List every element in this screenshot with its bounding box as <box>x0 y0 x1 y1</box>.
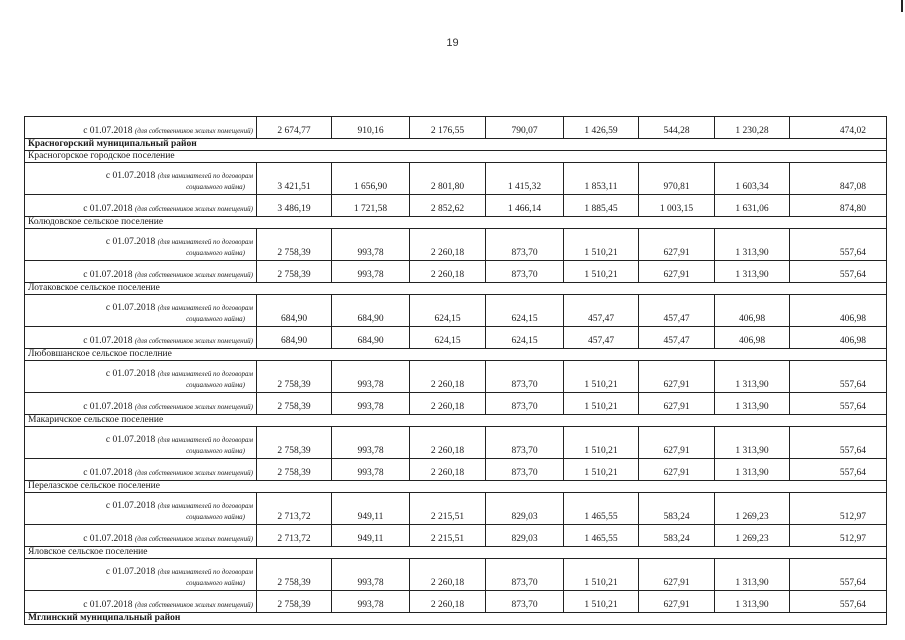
row-label-note: (для собственников жилых помещений) <box>134 601 253 609</box>
rate-cell: 1 656,90 <box>332 163 410 195</box>
rate-cell: 406,98 <box>790 327 887 349</box>
row-label-note: (для нанимателей по договорам <box>157 502 253 510</box>
rate-cell: 1 313,90 <box>715 427 790 459</box>
rate-cell: 624,15 <box>486 295 564 327</box>
rate-cell: 873,70 <box>486 393 564 415</box>
rate-cell: 1 510,21 <box>564 459 639 481</box>
row-label-date: с 01.07.2018 <box>105 501 156 511</box>
rate-cell: 1 313,90 <box>715 229 790 261</box>
tenants-rate-row <box>25 559 887 591</box>
rate-cell: 970,81 <box>639 163 715 195</box>
section-header-row <box>25 283 887 295</box>
row-label-date: с 01.07.2018 <box>83 270 133 280</box>
rate-cell: 1 313,90 <box>715 591 790 613</box>
tenants-rate-row <box>25 427 887 459</box>
row-label-date: с 01.07.2018 <box>83 336 133 346</box>
rate-cell: 544,28 <box>639 117 715 139</box>
rate-cell: 1 269,23 <box>715 493 790 525</box>
row-label <box>25 559 257 591</box>
row-label-note-line2: социального найма) <box>186 183 245 191</box>
row-label <box>25 163 257 195</box>
section-header-row <box>25 481 887 493</box>
row-label <box>25 117 257 139</box>
rate-cell: 627,91 <box>639 591 715 613</box>
tariff-table-body <box>25 117 887 625</box>
rate-cell: 993,78 <box>332 261 410 283</box>
rate-cell: 873,70 <box>486 459 564 481</box>
rate-cell: 2 260,18 <box>410 393 486 415</box>
row-label <box>25 393 257 415</box>
rate-cell: 3 486,19 <box>257 195 332 217</box>
rate-cell: 873,70 <box>486 559 564 591</box>
rate-cell: 790,07 <box>486 117 564 139</box>
section-header-row <box>25 151 887 163</box>
row-label <box>25 427 257 459</box>
section-header-row <box>25 415 887 427</box>
row-label-note: (для нанимателей по договорам <box>157 568 253 576</box>
row-label <box>25 591 257 613</box>
rate-cell: 847,08 <box>790 163 887 195</box>
rate-cell: 2 758,39 <box>257 591 332 613</box>
rate-cell: 993,78 <box>332 591 410 613</box>
rate-cell: 627,91 <box>639 361 715 393</box>
rate-cell: 457,47 <box>639 295 715 327</box>
rate-cell: 557,64 <box>790 427 887 459</box>
row-label-note: (для нанимателей по договорам <box>157 304 253 312</box>
district-heading: Мглинский муниципальный район <box>25 613 887 625</box>
rate-cell: 1 465,55 <box>564 525 639 547</box>
rate-cell: 2 176,55 <box>410 117 486 139</box>
settlement-heading: Перелазское сельское поселение <box>25 481 887 493</box>
rate-cell: 873,70 <box>486 591 564 613</box>
rate-cell: 684,90 <box>332 295 410 327</box>
rate-cell: 2 713,72 <box>257 525 332 547</box>
rate-cell: 1 003,15 <box>639 195 715 217</box>
rate-cell: 829,03 <box>486 525 564 547</box>
row-label-note-line2: социального найма) <box>186 579 245 587</box>
rate-cell: 583,24 <box>639 525 715 547</box>
section-header-row <box>25 217 887 229</box>
row-label-note: (для собственников жилых помещений) <box>134 271 253 279</box>
rate-cell: 1 465,55 <box>564 493 639 525</box>
rate-cell: 873,70 <box>486 229 564 261</box>
row-label-date: с 01.07.2018 <box>83 468 133 478</box>
owners-rate-row <box>25 525 887 547</box>
rate-cell: 557,64 <box>790 459 887 481</box>
rate-cell: 624,15 <box>410 327 486 349</box>
rate-cell: 557,64 <box>790 261 887 283</box>
row-label-note-line2: социального найма) <box>186 249 245 257</box>
row-label-note: (для нанимателей по договорам <box>157 370 253 378</box>
rate-cell: 829,03 <box>486 493 564 525</box>
rate-cell: 624,15 <box>486 327 564 349</box>
tenants-rate-row <box>25 361 887 393</box>
section-header-row <box>25 613 887 625</box>
rate-cell: 684,90 <box>257 327 332 349</box>
rate-cell: 684,90 <box>257 295 332 327</box>
rate-cell: 627,91 <box>639 427 715 459</box>
rate-cell: 1 510,21 <box>564 361 639 393</box>
rate-cell: 2 260,18 <box>410 427 486 459</box>
section-header-row <box>25 547 887 559</box>
rate-cell: 2 758,39 <box>257 427 332 459</box>
row-label <box>25 195 257 217</box>
rate-cell: 993,78 <box>332 559 410 591</box>
rate-cell: 874,80 <box>790 195 887 217</box>
row-label-note: (для собственников жилых помещений) <box>134 469 253 477</box>
rate-cell: 1 510,21 <box>564 261 639 283</box>
row-label <box>25 525 257 547</box>
row-label-date: с 01.07.2018 <box>83 126 133 136</box>
settlement-heading: Красногорское городское поселение <box>25 151 887 163</box>
row-label-date: с 01.07.2018 <box>105 435 156 445</box>
owners-rate-row <box>25 327 887 349</box>
row-label <box>25 459 257 481</box>
tenants-rate-row <box>25 295 887 327</box>
rate-cell: 627,91 <box>639 261 715 283</box>
tenants-rate-row <box>25 163 887 195</box>
row-label <box>25 327 257 349</box>
rate-cell: 627,91 <box>639 559 715 591</box>
rate-cell: 949,11 <box>332 493 410 525</box>
rate-cell: 457,47 <box>564 327 639 349</box>
rate-cell: 993,78 <box>332 393 410 415</box>
rate-cell: 2 758,39 <box>257 559 332 591</box>
rate-cell: 1 313,90 <box>715 261 790 283</box>
settlement-heading: Макаричское сельское поселение <box>25 415 887 427</box>
row-label-note: (для собственников жилых помещений) <box>134 403 253 411</box>
row-label-note-line2: социального найма) <box>186 447 245 455</box>
rate-cell: 1 230,28 <box>715 117 790 139</box>
rate-cell: 1 510,21 <box>564 229 639 261</box>
owners-rate-row <box>25 591 887 613</box>
row-label <box>25 493 257 525</box>
rate-cell: 624,15 <box>410 295 486 327</box>
rate-cell: 1 510,21 <box>564 559 639 591</box>
tenants-rate-row <box>25 229 887 261</box>
rate-cell: 1 313,90 <box>715 393 790 415</box>
rate-cell: 557,64 <box>790 393 887 415</box>
rate-cell: 2 215,51 <box>410 493 486 525</box>
scan-edge-mark <box>901 0 903 12</box>
settlement-heading: Любовшанское сельское послелние <box>25 349 887 361</box>
row-label-date: с 01.07.2018 <box>105 303 156 313</box>
settlement-heading: Лотаковское сельское поселение <box>25 283 887 295</box>
row-label <box>25 261 257 283</box>
rate-cell: 873,70 <box>486 427 564 459</box>
rate-cell: 512,97 <box>790 525 887 547</box>
row-label-note: (для нанимателей по договорам <box>157 238 253 246</box>
rate-cell: 1 510,21 <box>564 393 639 415</box>
tenants-rate-row <box>25 493 887 525</box>
rate-cell: 627,91 <box>639 229 715 261</box>
row-label-note-line2: социального найма) <box>186 513 245 521</box>
row-label-note: (для нанимателей по договорам <box>157 172 253 180</box>
rate-cell: 2 260,18 <box>410 361 486 393</box>
rate-cell: 457,47 <box>639 327 715 349</box>
row-label-date: с 01.07.2018 <box>105 171 156 181</box>
row-label-note: (для собственников жилых помещений) <box>134 205 253 213</box>
rate-cell: 457,47 <box>564 295 639 327</box>
rate-cell: 993,78 <box>332 229 410 261</box>
row-label-date: с 01.07.2018 <box>105 567 156 577</box>
rate-cell: 2 674,77 <box>257 117 332 139</box>
settlement-heading: Колюдовское сельское поселение <box>25 217 887 229</box>
row-label-note: (для собственников жилых помещений) <box>134 535 253 543</box>
rate-cell: 2 758,39 <box>257 393 332 415</box>
rate-cell: 1 853,11 <box>564 163 639 195</box>
settlement-heading: Яловское сельское поселение <box>25 547 887 559</box>
row-label-note: (для собственников жилых помещений) <box>134 127 253 135</box>
rate-cell: 406,98 <box>715 327 790 349</box>
rate-cell: 1 510,21 <box>564 427 639 459</box>
rate-cell: 1 885,45 <box>564 195 639 217</box>
rate-cell: 2 758,39 <box>257 361 332 393</box>
rate-cell: 557,64 <box>790 361 887 393</box>
rate-cell: 1 269,23 <box>715 525 790 547</box>
rate-cell: 993,78 <box>332 361 410 393</box>
row-label <box>25 229 257 261</box>
rate-cell: 557,64 <box>790 229 887 261</box>
rate-cell: 2 758,39 <box>257 261 332 283</box>
rate-cell: 1 510,21 <box>564 591 639 613</box>
rate-cell: 2 260,18 <box>410 459 486 481</box>
rate-cell: 474,02 <box>790 117 887 139</box>
row-label-date: с 01.07.2018 <box>83 534 133 544</box>
rate-cell: 684,90 <box>332 327 410 349</box>
owners-rate-row <box>25 117 887 139</box>
row-label-note: (для нанимателей по договорам <box>157 436 253 444</box>
row-label-date: с 01.07.2018 <box>83 600 133 610</box>
rate-cell: 873,70 <box>486 261 564 283</box>
rate-cell: 873,70 <box>486 361 564 393</box>
rate-cell: 993,78 <box>332 459 410 481</box>
rate-cell: 1 603,34 <box>715 163 790 195</box>
row-label-note: (для собственников жилых помещений) <box>134 337 253 345</box>
row-label-date: с 01.07.2018 <box>105 237 156 247</box>
row-label-date: с 01.07.2018 <box>83 204 133 214</box>
rate-cell: 2 758,39 <box>257 459 332 481</box>
rate-cell: 1 721,58 <box>332 195 410 217</box>
rate-cell: 627,91 <box>639 393 715 415</box>
row-label <box>25 295 257 327</box>
rate-cell: 1 631,06 <box>715 195 790 217</box>
rate-cell: 1 313,90 <box>715 459 790 481</box>
rate-cell: 557,64 <box>790 559 887 591</box>
owners-rate-row <box>25 261 887 283</box>
tariff-table <box>24 116 887 625</box>
district-heading: Красногорский муниципальный район <box>25 139 887 151</box>
row-label-note-line2: социального найма) <box>186 381 245 389</box>
rate-cell: 2 713,72 <box>257 493 332 525</box>
row-label <box>25 361 257 393</box>
rate-cell: 2 260,18 <box>410 229 486 261</box>
rate-cell: 1 426,59 <box>564 117 639 139</box>
rate-cell: 2 758,39 <box>257 229 332 261</box>
rate-cell: 512,97 <box>790 493 887 525</box>
rate-cell: 557,64 <box>790 591 887 613</box>
row-label-date: с 01.07.2018 <box>105 369 156 379</box>
rate-cell: 2 852,62 <box>410 195 486 217</box>
rate-cell: 406,98 <box>790 295 887 327</box>
page-number: 19 <box>446 37 459 49</box>
rate-cell: 2 260,18 <box>410 261 486 283</box>
rate-cell: 1 313,90 <box>715 559 790 591</box>
rate-cell: 1 466,14 <box>486 195 564 217</box>
rate-cell: 1 313,90 <box>715 361 790 393</box>
owners-rate-row <box>25 459 887 481</box>
section-header-row <box>25 139 887 151</box>
rate-cell: 910,16 <box>332 117 410 139</box>
rate-cell: 949,11 <box>332 525 410 547</box>
rate-cell: 993,78 <box>332 427 410 459</box>
row-label-note-line2: социального найма) <box>186 315 245 323</box>
owners-rate-row <box>25 393 887 415</box>
rate-cell: 2 260,18 <box>410 559 486 591</box>
rate-cell: 3 421,51 <box>257 163 332 195</box>
rate-cell: 2 215,51 <box>410 525 486 547</box>
row-label-date: с 01.07.2018 <box>83 402 133 412</box>
owners-rate-row <box>25 195 887 217</box>
rate-cell: 2 801,80 <box>410 163 486 195</box>
rate-cell: 1 415,32 <box>486 163 564 195</box>
rate-cell: 406,98 <box>715 295 790 327</box>
section-header-row <box>25 349 887 361</box>
rate-cell: 583,24 <box>639 493 715 525</box>
rate-cell: 627,91 <box>639 459 715 481</box>
rate-cell: 2 260,18 <box>410 591 486 613</box>
